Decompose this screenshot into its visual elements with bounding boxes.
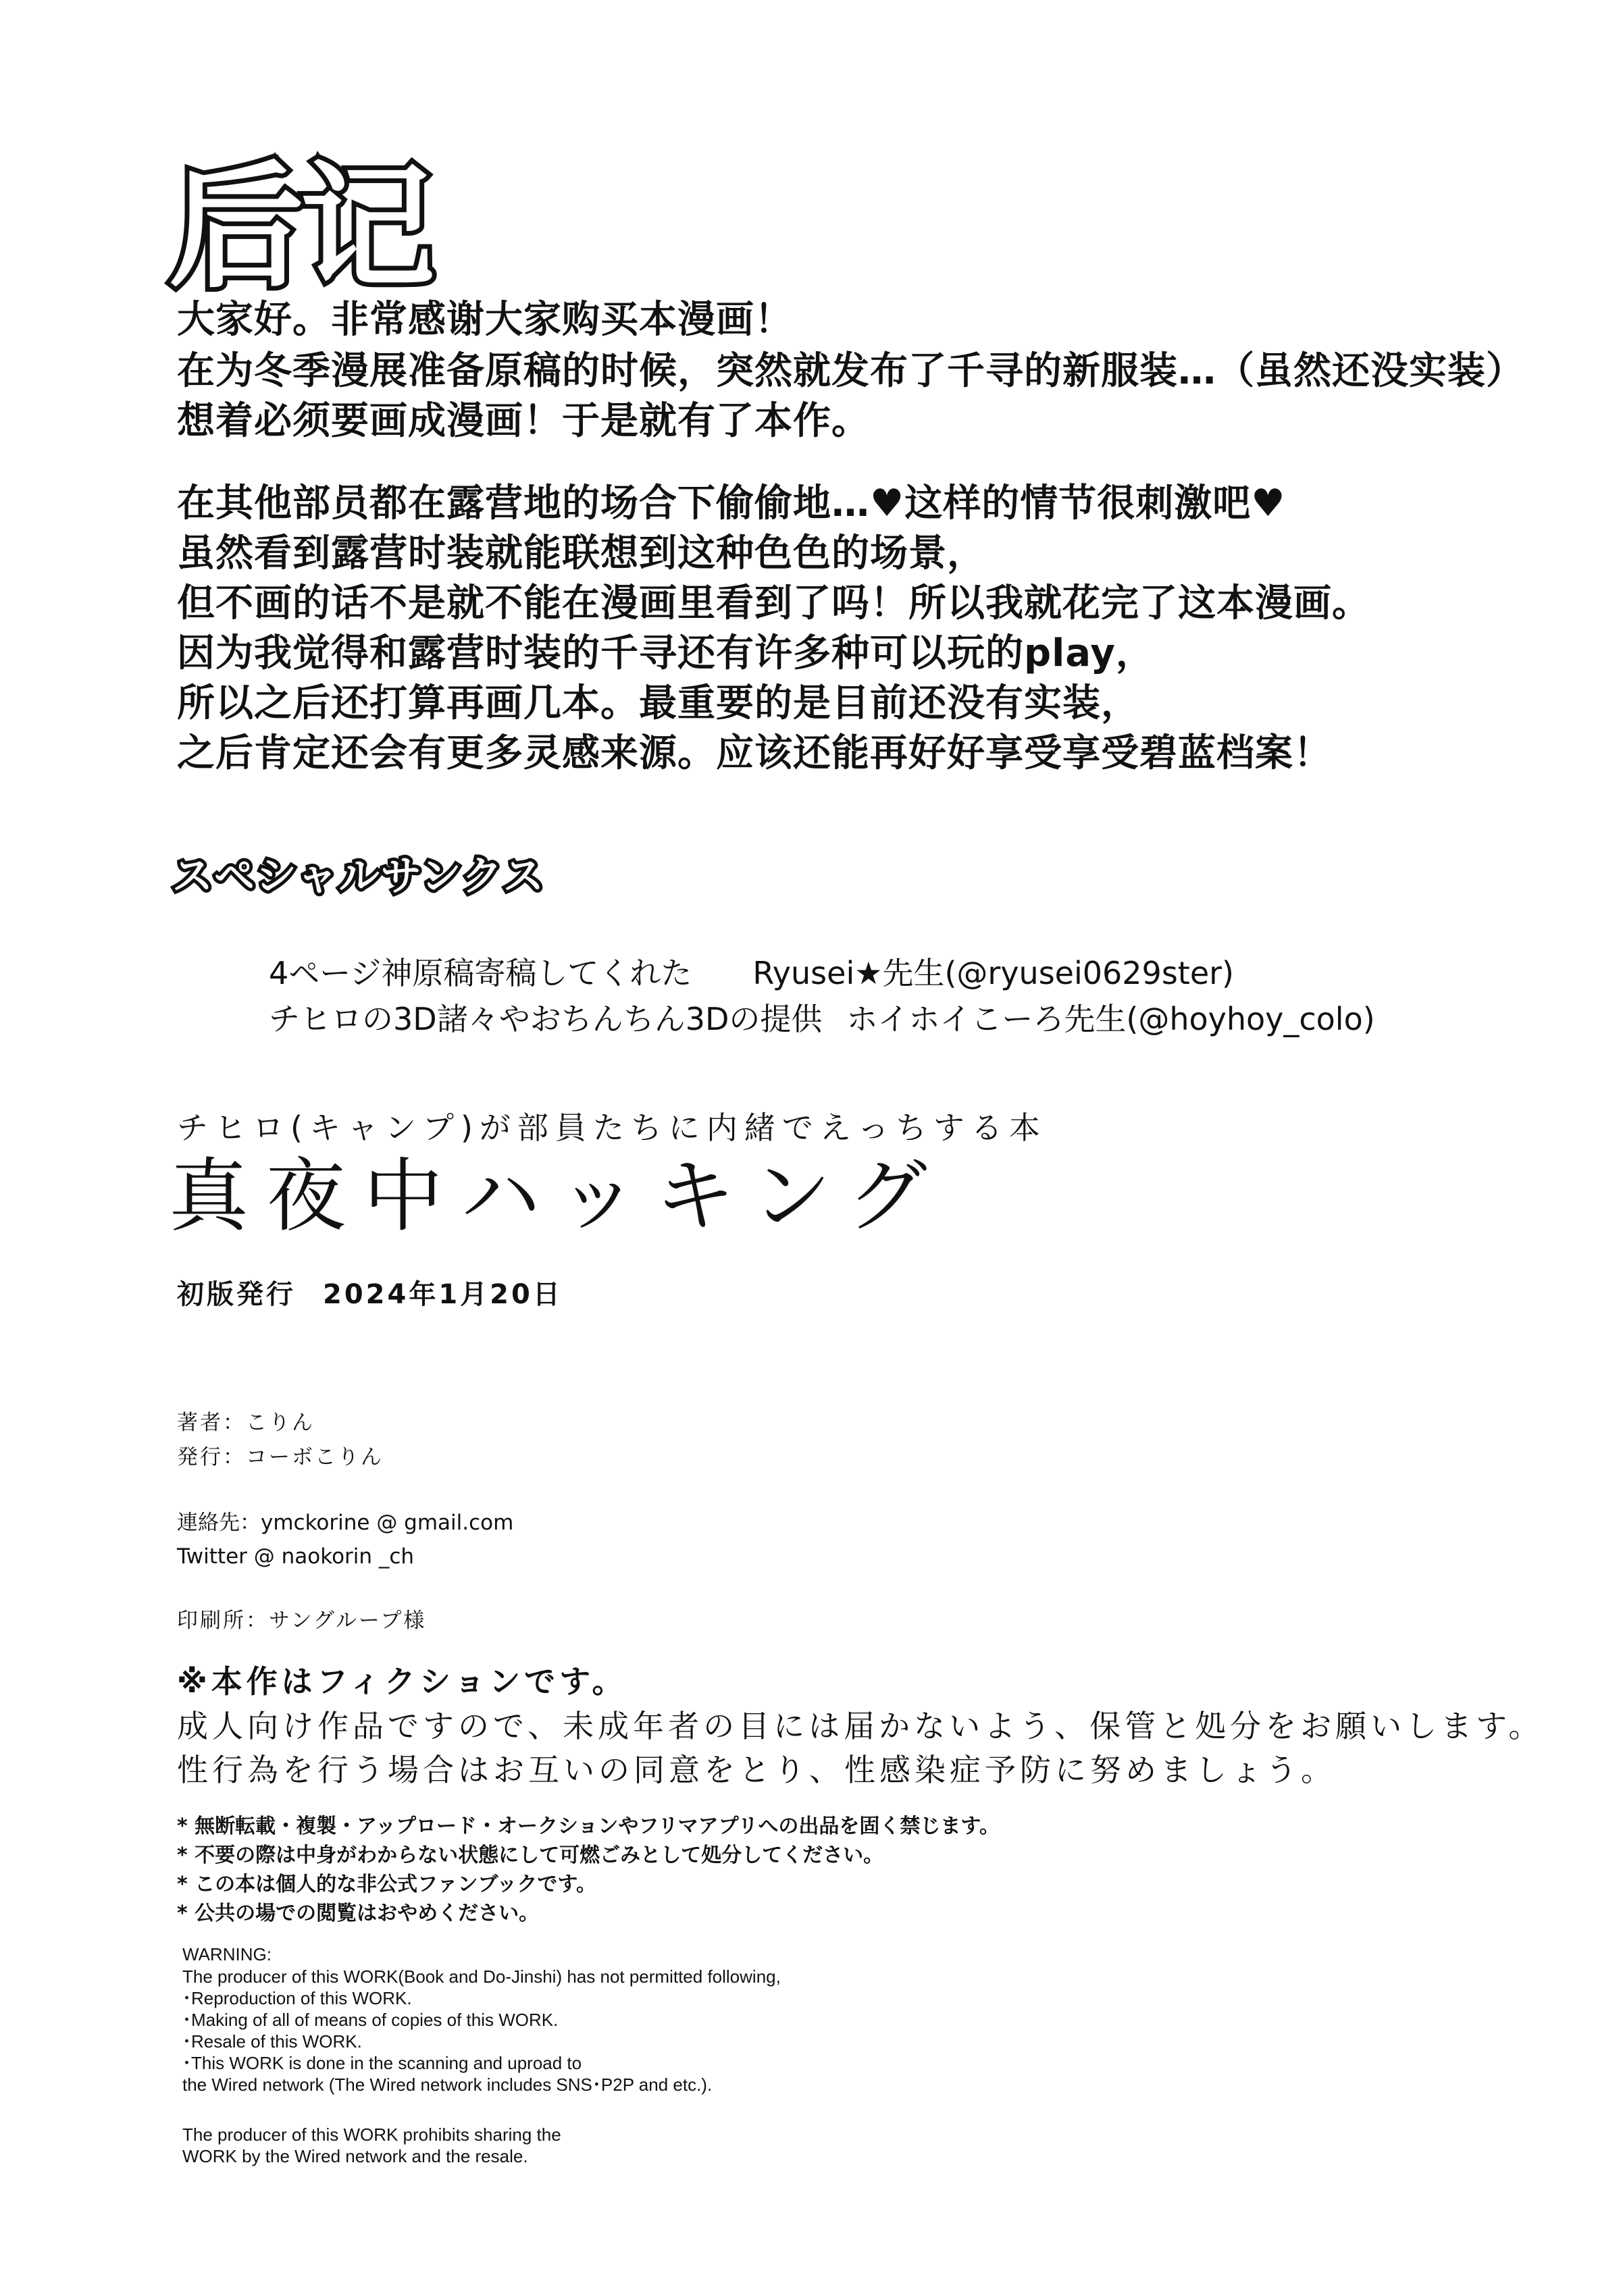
thanks-credit: 4ページ神原稿寄稿してくれた: [269, 955, 692, 991]
edition-line: [177, 1281, 563, 1308]
publisher-line: 発行：コーボこりん: [177, 1445, 384, 1469]
thanks-credit: チヒロの3D諸々やおちんちん3Dの提供: [269, 1001, 823, 1037]
prohibition-item: * 公共の場での閲覧はおやめください。: [177, 1902, 540, 1925]
adult-notice: 成人向け作品ですので、未成年者の目には届かないよう、保管と処分をお願いします。: [177, 1708, 1544, 1744]
twitter-line: Twitter @ naokorin _ch: [177, 1544, 415, 1569]
thanks-name: Ryusei★先生(@ryusei0629ster): [752, 955, 1234, 991]
fiction-notice: ※本作はフィクションです。: [177, 1663, 627, 1700]
afterword-line: 但不画的话不是就不能在漫画里看到了吗！所以我就花完了这本漫画。: [177, 581, 1370, 625]
prohibition-item: * 無断転載・複製・アップロード・オークションやフリマアプリへの出品を固く禁じます。: [177, 1815, 1000, 1838]
afterword-line: 在其他部员都在露营地的场合下偷偷地…♥这样的情节很刺激吧♥: [177, 481, 1286, 525]
contact-line: 連絡先：ymckorine @ gmail.com: [177, 1511, 514, 1535]
warning-line: ･Reproduction of this WORK.: [182, 1988, 412, 2008]
printer-line: 印刷所：サングループ様: [177, 1609, 427, 1633]
afterword-line: 所以之后还打算再画几本。最重要的是目前还没有实装，: [177, 681, 1139, 725]
warning-line: ･Resale of this WORK.: [182, 2031, 362, 2052]
afterword-line: 虽然看到露营时装就能联想到这种色色的场景，: [177, 531, 985, 575]
warning-closing: WORK by the Wired network and the resale.: [182, 2146, 528, 2166]
thanks-name: ホイホイこーろ先生(@hoyhoy_colo): [846, 1001, 1375, 1037]
special-thanks-heading: スペシャルサンクス: [172, 853, 545, 900]
thanks-row: [269, 1003, 1375, 1035]
afterword-line: 因为我觉得和露营时装的千寻还有许多种可以玩的play，: [177, 631, 1154, 675]
prohibition-item: * 不要の際は中身がわからない状態にして可燃ごみとして処分してください。: [177, 1844, 884, 1867]
warning-heading: WARNING:: [182, 1944, 272, 1964]
book-subtitle: チヒロ(キャンプ)が部員たちに内緒でえっちする本: [177, 1110, 1047, 1146]
warning-closing: The producer of this WORK prohibits sharing the: [182, 2124, 561, 2145]
warning-line: ･Making of all of means of copies of this WORK.: [182, 2010, 559, 2030]
warning-line: The producer of this WORK(Book and Do-Jinshi) has not permitted following,: [182, 1966, 781, 1987]
afterword-line: 大家好。非常感谢大家购买本漫画！: [177, 298, 793, 342]
edition-date: 2024年1月20日: [323, 1279, 563, 1310]
author-line: 著者：こりん: [177, 1411, 315, 1435]
afterword-title: 后记: [169, 149, 432, 307]
warning-line: ･This WORK is done in the scanning and uproad to: [182, 2053, 582, 2073]
afterword-line: 在为冬季漫展准备原稿的时候，突然就发布了千寻的新服装…（虽然还没实装）: [177, 349, 1524, 393]
consent-notice: 性行為を行う場合はお互いの同意をとり、性感染症予防に努めましょう。: [177, 1752, 1336, 1788]
thanks-row: [269, 955, 1234, 991]
afterword-line: 想着必须要画成漫画！于是就有了本作。: [177, 399, 870, 443]
afterword-line: 之后肯定还会有更多灵感来源。应该还能再好好享受享受碧蓝档案！: [177, 731, 1332, 775]
prohibition-item: * この本は個人的な非公式ファンブックです。: [177, 1873, 597, 1896]
warning-line: the Wired network (The Wired network includes SNS･P2P and etc.).: [182, 2075, 713, 2095]
edition-label: 初版発行: [177, 1279, 296, 1310]
book-title: 真夜中ハッキング: [169, 1149, 945, 1243]
